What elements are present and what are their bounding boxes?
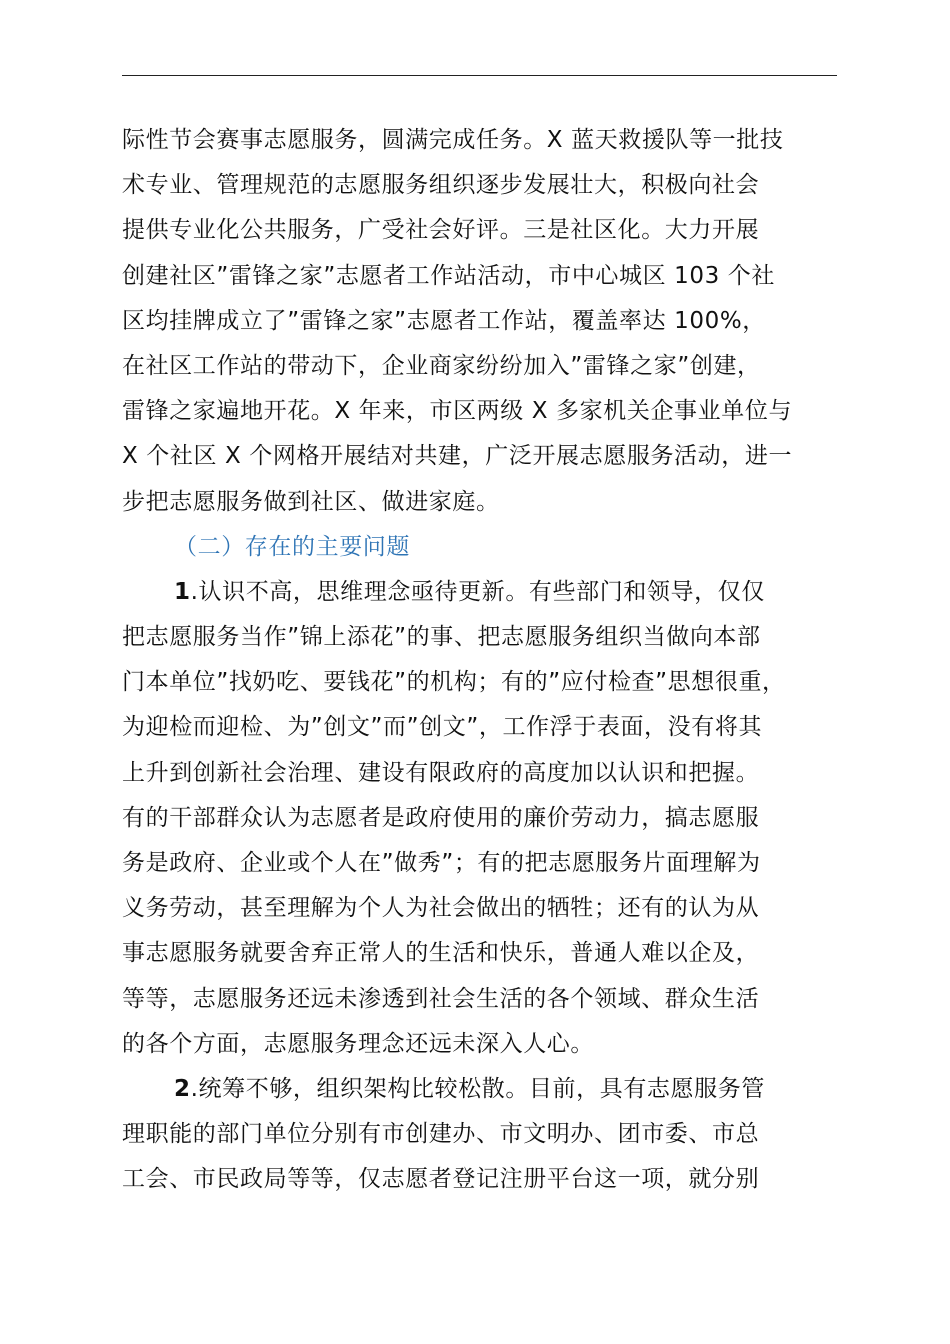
text-line: 步把志愿服务做到社区、做进家庭。 (122, 488, 500, 515)
item-title-text: .认识不高，思维理念亟待更新。有些部门和领导，仅仅 (190, 578, 765, 605)
paragraph-item-1 (122, 570, 867, 1067)
text-line: 把志愿服务当作”锦上添花”的事、把志愿服务组织当做向本部 (122, 624, 761, 651)
text-line: 提供专业化公共服务，广受社会好评。三是社区化。大力开展 (122, 217, 760, 244)
text-line: 雷锋之家遍地开花。X 年来，市区两级 X 多家机关企事业单位与 (122, 398, 793, 425)
text-line: 的各个方面，志愿服务理念还远未深入人心。 (122, 1030, 594, 1057)
section-heading: （二）存在的主要问题 (174, 533, 410, 560)
text-line: 等等，志愿服务还远未渗透到社会生活的各个领域、群众生活 (122, 985, 760, 1012)
item-title-text: .统筹不够，组织架构比较松散。目前，具有志愿服务管 (190, 1075, 765, 1102)
text-line: 为迎检而迎检、为”创文”而”创文”，工作浮于表面，没有将其 (122, 714, 763, 741)
item-number: 2 (174, 1075, 191, 1102)
text-line: 术专业、管理规范的志愿服务组织逐步发展壮大，积极向社会 (122, 172, 760, 199)
text-line: 门本单位”找奶吃、要钱花”的机构；有的”应付检查”思想很重， (122, 669, 786, 696)
paragraph-community (122, 118, 867, 525)
paragraph-item-2 (122, 1067, 867, 1203)
text-line: 际性节会赛事志愿服务，圆满完成任务。X 蓝天救援队等一批技 (122, 127, 784, 153)
text-line: X 个社区 X 个网格开展结对共建，广泛开展志愿服务活动，进一 (122, 443, 793, 470)
item-first-line (122, 570, 867, 615)
text-line: 务是政府、企业或个人在”做秀”；有的把志愿服务片面理解为 (122, 850, 761, 876)
text-line: 事志愿服务就要舍弃正常人的生活和快乐，普通人难以企及， (122, 940, 760, 967)
text-line: 上升到创新社会治理、建设有限政府的高度加以认识和把握。 (122, 759, 760, 786)
header-rule (122, 75, 837, 76)
text-line: 义务劳动，甚至理解为个人为社会做出的牺牲；还有的认为从 (122, 895, 760, 922)
text-line: 理职能的部门单位分别有市创建办、市文明办、团市委、市总 (122, 1121, 760, 1148)
document-body (122, 118, 867, 1203)
text-line: 创建社区”雷锋之家”志愿者工作站活动，市中心城区 103 个社 (122, 262, 775, 289)
text-line: 区均挂牌成立了”雷锋之家”志愿者工作站，覆盖率达 100%， (122, 307, 766, 334)
text-line: 在社区工作站的带动下，企业商家纷纷加入”雷锋之家”创建， (122, 352, 761, 379)
text-line: 有的干部群众认为志愿者是政府使用的廉价劳动力，搞志愿服 (122, 804, 760, 831)
text-line: 工会、市民政局等等，仅志愿者登记注册平台这一项，就分别 (122, 1166, 760, 1193)
item-number: 1 (174, 578, 191, 605)
item-first-line (122, 1067, 867, 1112)
